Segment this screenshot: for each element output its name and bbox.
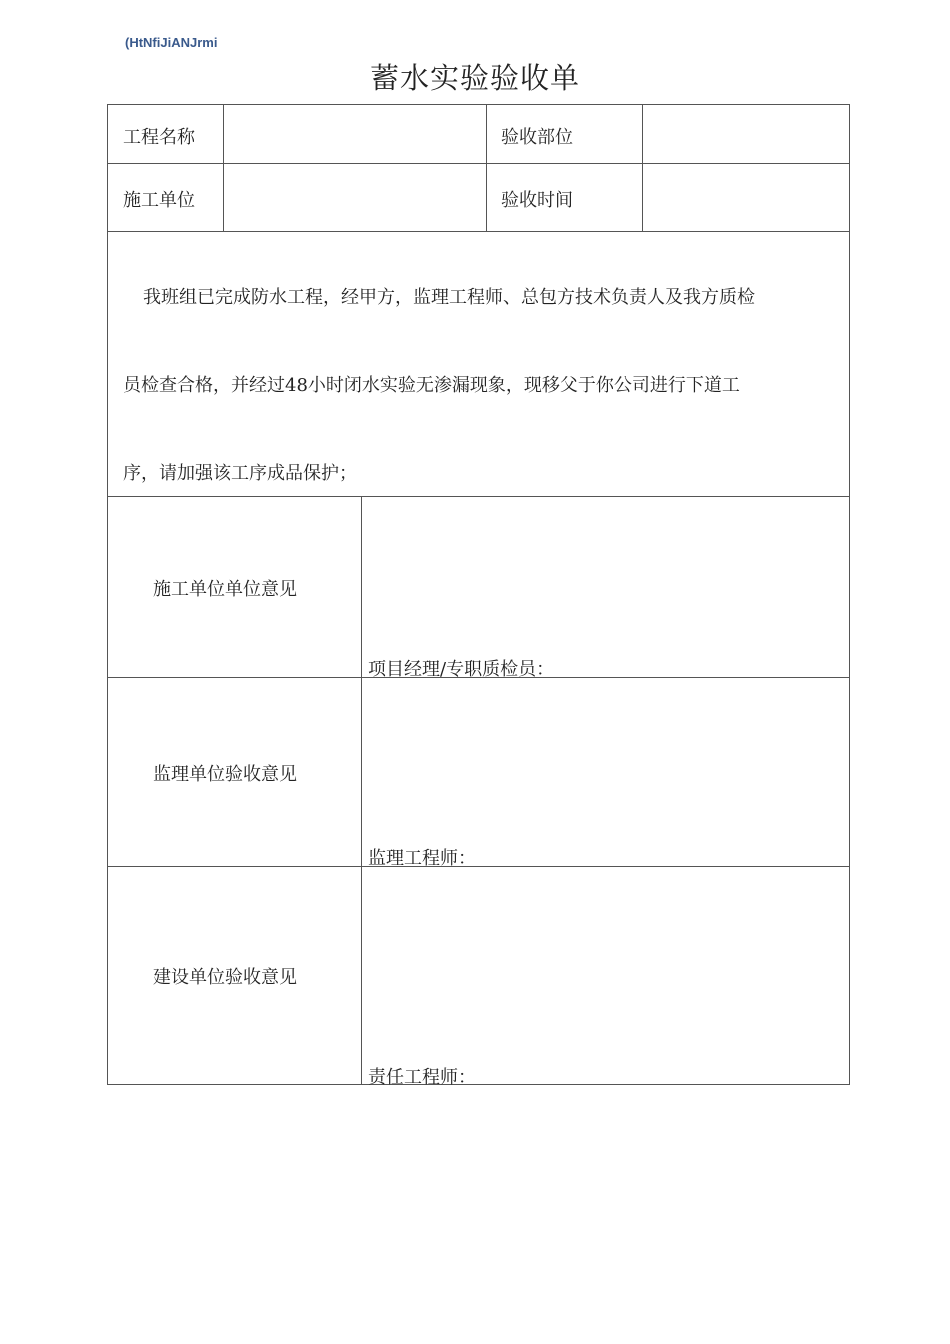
column-divider [361, 496, 362, 1085]
statement-line-2: 员检查合格，并经过48小时闭水实验无渗漏现象，现移父于你公司进行下道工 [123, 375, 740, 396]
acceptance-form-table [107, 104, 850, 1088]
acceptance-time-label: 验收时间 [501, 190, 573, 211]
statement-line-1: 我班组已完成防水工程，经甲方，监理工程师、总包方技术负责人及我方质检 [143, 287, 755, 308]
supervision-opinion-label: 监理单位验收意见 [153, 764, 297, 785]
table-border-right [849, 104, 850, 1085]
owner-opinion-label: 建设单位验收意见 [153, 967, 297, 988]
column-divider [486, 104, 487, 232]
construction-opinion-label: 施工单位单位意见 [153, 579, 297, 600]
row-divider [107, 496, 850, 497]
supervision-signer-label: 监理工程师： [368, 848, 476, 869]
header-logo: (HtNfiJiANJrmi [125, 35, 218, 50]
column-divider [223, 104, 224, 232]
row-divider [107, 163, 850, 164]
statement-line-3: 序，请加强该工序成品保护； [123, 463, 357, 484]
acceptance-part-label: 验收部位 [501, 127, 573, 148]
project-name-label: 工程名称 [123, 127, 195, 148]
table-border-top [107, 104, 850, 105]
page-title: 蓄水实验验收单 [369, 61, 580, 95]
construction-signer-label: 项目经理/专职质检员： [368, 659, 555, 680]
owner-signer-label: 责任工程师： [368, 1067, 476, 1088]
table-border-bottom [107, 1084, 850, 1085]
row-divider [107, 231, 850, 232]
construction-unit-label: 施工单位 [123, 190, 195, 211]
column-divider [642, 104, 643, 232]
row-divider [107, 866, 850, 867]
table-border-left [107, 104, 108, 1085]
